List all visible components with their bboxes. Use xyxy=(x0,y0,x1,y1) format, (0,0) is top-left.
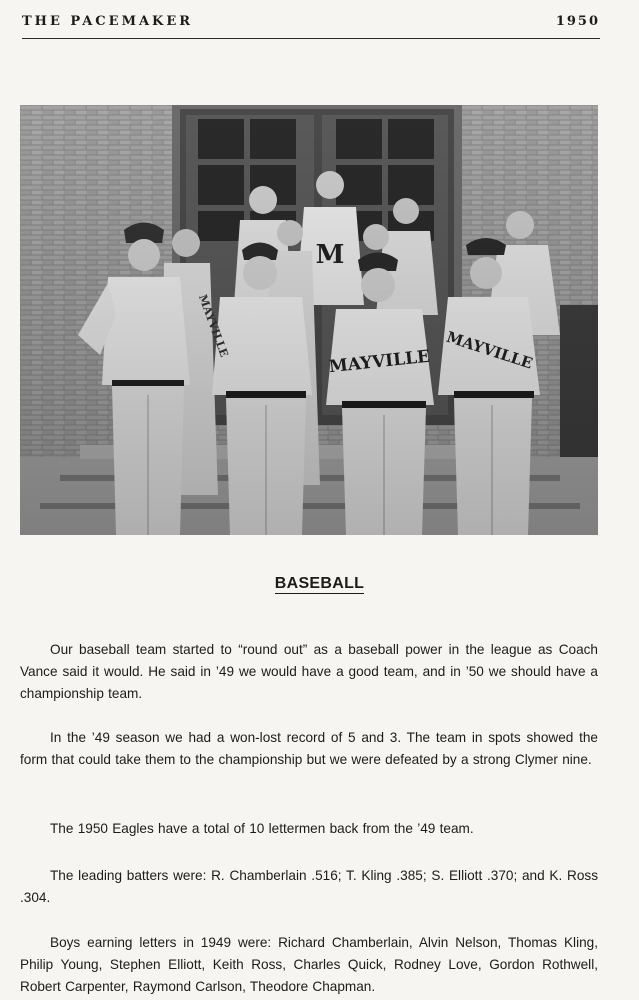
article-paragraph: Boys earning letters in 1949 were: Richard Chamberlain, Alvin Nelson, Thomas Kling, Philip Young, Stephen Elliott, Keith Ross, Charles Quick, Rodney Love, Gordon Rothwell, Robert Carpenter, Raymond Carlson, Theodore Chapman. xyxy=(20,934,598,994)
page-year: 1950 xyxy=(555,14,600,29)
article-title xyxy=(0,575,639,593)
publication-name: THE PACEMAKER xyxy=(22,14,194,29)
article-paragraph: The leading batters were: R. Chamberlain .516; T. Kling .385; S. Elliott .370; and K. Ross .304. xyxy=(20,867,598,905)
header-rule xyxy=(22,38,600,39)
team-photo xyxy=(20,105,598,535)
article-paragraph: In the ’49 season we had a won-lost record of 5 and 3. The team in spots showed the form that could take them to the championship but we were defeated by a strong Clymer nine. xyxy=(20,729,598,767)
article-title-text: BASEBALL xyxy=(274,575,365,592)
team-photo-illustration xyxy=(20,105,598,535)
article-paragraph: The 1950 Eagles have a total of 10 lettermen back from the ’49 team. xyxy=(50,820,474,836)
article-paragraph: Our baseball team started to “round out” as a baseball power in the league as Coach Vance said it would. He said in ’49 we would have a good team, and in ’50 we should have a championship team. xyxy=(20,641,598,701)
page-header xyxy=(22,14,600,36)
